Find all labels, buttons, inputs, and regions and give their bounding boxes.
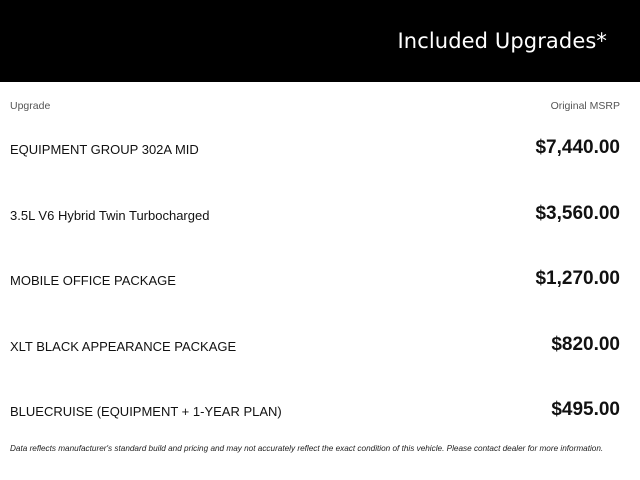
upgrade-name: EQUIPMENT GROUP 302A MID — [10, 142, 199, 157]
page-title: Included Upgrades* — [397, 29, 607, 53]
upgrade-price: $7,440.00 — [535, 137, 620, 158]
disclaimer-text: Data reflects manufacturer's standard build and pricing and may not accurately reflect the exact condition of this vehicle. Please contact dealer for more information. — [10, 444, 604, 453]
upgrade-name: XLT BLACK APPEARANCE PACKAGE — [10, 339, 237, 354]
upgrade-price: $820.00 — [551, 334, 620, 355]
column-header-msrp: Original MSRP — [550, 100, 620, 112]
upgrade-name: 3.5L V6 Hybrid Twin Turbocharged — [10, 208, 210, 223]
list-item — [0, 331, 640, 361]
list-item — [0, 396, 640, 426]
upgrade-price: $1,270.00 — [535, 268, 620, 289]
list-item — [0, 134, 640, 164]
list-item — [0, 265, 640, 295]
upgrade-name: MOBILE OFFICE PACKAGE — [10, 273, 176, 288]
upgrade-price: $3,560.00 — [535, 203, 620, 224]
upgrade-price: $495.00 — [551, 399, 620, 420]
upgrade-name: BLUECRUISE (EQUIPMENT + 1-YEAR PLAN) — [10, 404, 282, 419]
list-item — [0, 200, 640, 230]
header-bar — [0, 0, 640, 82]
column-header-upgrade: Upgrade — [10, 100, 51, 112]
